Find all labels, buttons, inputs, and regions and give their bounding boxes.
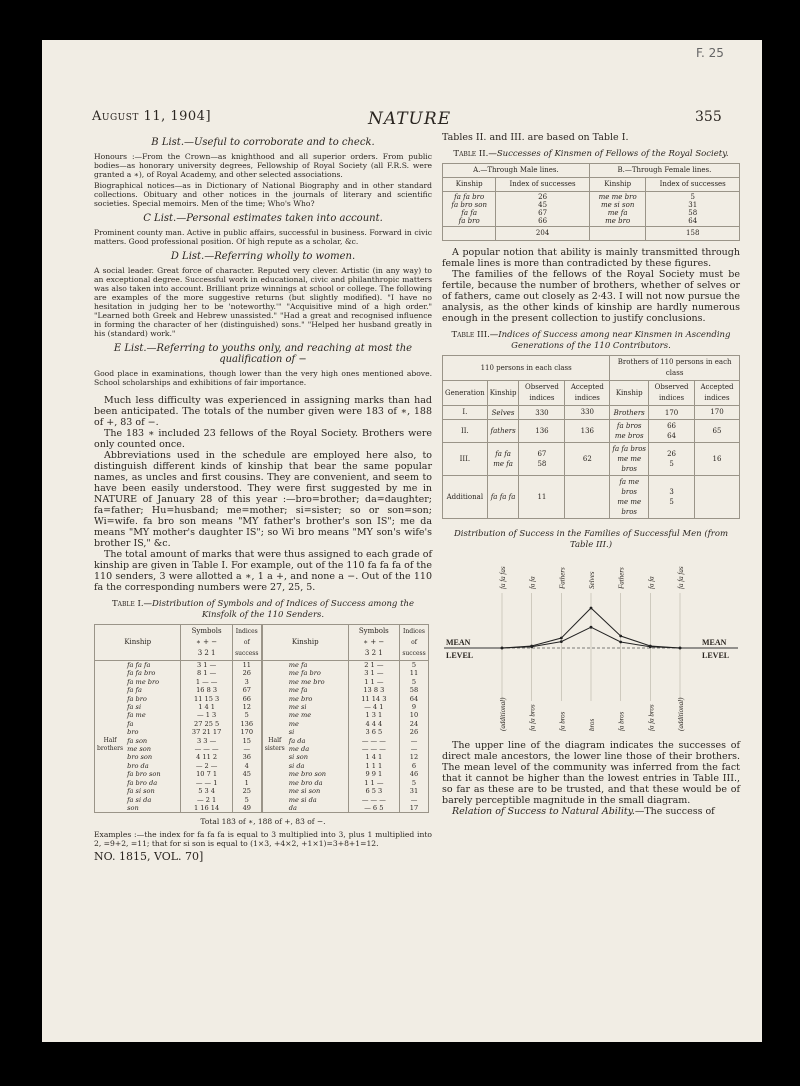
t2-group-a: A.—Through Male lines. xyxy=(443,164,590,178)
t3-part: 11 xyxy=(537,493,547,501)
t1-symbols: 27 25 5 xyxy=(181,720,232,728)
t1-index: — xyxy=(232,745,262,753)
right-intro: Tables II. and III. are based on Table I. xyxy=(442,132,629,143)
t1-symbols: — 2 — xyxy=(181,762,232,770)
t1-symbols: — — — xyxy=(348,737,399,745)
right-column xyxy=(442,132,740,817)
table-row xyxy=(95,779,429,787)
t1-kinship: me fa xyxy=(288,661,308,669)
pencil-annotation: F. 25 xyxy=(696,46,724,60)
t1-kinship: me son xyxy=(127,745,151,754)
c-list-item: Prominent county man. Active in public affairs, successful in business. Forward in civic matters. Good professional position. Of high repute as a scholar, &c. xyxy=(94,228,432,246)
t1-index: 26 xyxy=(400,728,429,736)
t1-symbols: — — — xyxy=(181,745,232,753)
t1-kinship: me xyxy=(288,719,299,728)
t3-group-a: 110 persons in each class xyxy=(443,356,610,381)
table-row xyxy=(95,737,429,745)
body-paragraph-last: Relation of Success to Natural Ability.—The success of xyxy=(452,806,715,817)
t3-part: 5 xyxy=(669,460,674,468)
t1-index: — xyxy=(400,745,429,753)
t1-symbols: 1 4 1 xyxy=(181,703,232,711)
t1-kinship: si xyxy=(288,728,295,737)
t2-group-b: B.—Through Female lines. xyxy=(589,164,739,178)
t3-part: fa fa fa xyxy=(490,493,516,501)
t1-index: 9 xyxy=(400,703,429,711)
upper-line-point xyxy=(619,635,622,638)
t1-kinship: fa bro xyxy=(127,694,147,703)
t2-a-kinships: fa fa bro fa bro son fa fa fa bro xyxy=(443,192,496,227)
table-row xyxy=(95,686,429,694)
table-row xyxy=(95,753,429,761)
body-paragraph: The 183 ∗ included 23 fellows of the Royal Society. Brothers were only counted once. xyxy=(94,428,432,450)
header-date: August 11, 1904] xyxy=(92,109,212,124)
t3-part: 26 xyxy=(667,450,676,458)
t1-index: 46 xyxy=(400,770,429,778)
t1-symbols: 1 3 1 xyxy=(348,711,399,719)
t1-symbols: 5 3 4 xyxy=(181,787,232,795)
t1-symbols: 11 14 3 xyxy=(348,695,399,703)
t1-index: 5 xyxy=(400,661,429,670)
t1-symbols: — — — xyxy=(348,745,399,753)
t1-symbols: 1 — — xyxy=(181,678,232,686)
body-paragraph: Much less difficulty was experienced in assigning marks than had been anticipated. The totals of the number given were 183 of ∗, 188 of +, 83 of −. xyxy=(94,395,432,428)
t3-bacc: 16 xyxy=(694,443,739,476)
bottom-label: (additional) xyxy=(677,697,685,731)
table-row xyxy=(443,476,740,519)
t3-part: fathers xyxy=(490,427,516,435)
t3-part: 170 xyxy=(664,408,679,417)
t1-indices-head: Indices of success xyxy=(400,625,429,661)
t1-index: 36 xyxy=(232,753,262,761)
t1-index: 12 xyxy=(232,703,262,711)
t3-part: 136 xyxy=(535,427,549,435)
t3-acc: 136 xyxy=(565,420,610,443)
b-list-item: Biographical notices—as in Dictionary of National Biography and in other standard collections. Obituary and other notices in the journals of literary and scientific societies. Special memoirs. Men of the time; Who's Who? xyxy=(94,181,432,208)
t1-symbols: 1 4 1 xyxy=(348,753,399,761)
t3-part: Selves xyxy=(491,408,515,417)
t1-kinship: son xyxy=(127,803,139,812)
t3-gen: III. xyxy=(443,443,488,476)
t1-kinship: me fa bro xyxy=(288,669,321,678)
t1-index: 5 xyxy=(400,678,429,686)
top-label: fa fa xyxy=(528,576,537,589)
body-paragraph: The families of the fellows of the Royal Society must be fertile, because the number of brothers, whether of selves or of fathers, came out closely as 2·43. I will not now pursue the analysis, as the other kinds of kinship are hardly numerous enough in the present collection to justify conclusions. xyxy=(442,269,740,324)
t1-symbols: — 6 5 xyxy=(348,804,399,813)
t3-bacc: 65 xyxy=(694,420,739,443)
t3-bacc xyxy=(694,476,739,519)
table-row xyxy=(95,661,429,670)
t1-symbols: 13 8 3 xyxy=(348,686,399,694)
t3-part: fa me bros xyxy=(619,478,640,496)
lower-line-point xyxy=(619,641,622,644)
top-label: fa fa xyxy=(647,576,656,589)
t1-symbols: — — 1 xyxy=(181,779,232,787)
body-paragraph: The total amount of marks that were thus assigned to each grade of kinship are given in Table I. For example, out of the 110 fa fa fa of the 110 senders, 3 were allotted a ∗, 1 a +, and none a −. Out of the 110 fa the corresponding numbers were 27, 25, 5. xyxy=(94,549,433,593)
lower-line-point xyxy=(649,645,652,648)
t1-index: 3 xyxy=(232,678,262,686)
t1-index: 31 xyxy=(400,787,429,795)
table-row xyxy=(95,796,429,804)
t1-symbols: — 4 1 xyxy=(348,703,399,711)
t1-kinship: fa fa xyxy=(127,686,142,695)
t1-symbols: 3 1 — xyxy=(181,661,232,670)
t3-part: 3 xyxy=(669,488,674,496)
t1-index: 170 xyxy=(232,728,262,736)
t1-half-sisters: Half sisters xyxy=(264,736,285,753)
t3-gen: Additional xyxy=(443,476,488,519)
t1-symbols: 16 8 3 xyxy=(181,686,232,694)
page-sheet xyxy=(42,40,762,1042)
t1-symbols: 1 1 — xyxy=(348,779,399,787)
t1-kinship-head: Kinship xyxy=(95,625,181,661)
table2-caption: Table II.—Successes of Kinsmen of Fellows of the Royal Society. xyxy=(453,149,729,159)
t1-index: 12 xyxy=(400,753,429,761)
t1-symbols: 3 3 — xyxy=(181,737,232,745)
t1-symbols: 6 5 3 xyxy=(348,787,399,795)
table-row xyxy=(95,762,429,770)
t1-kinship: fa si da xyxy=(127,795,152,804)
lower-line-point xyxy=(530,645,533,648)
t3-part: fa fa bros xyxy=(612,445,647,453)
t1-kinship: me da xyxy=(288,745,310,754)
t1-index: 10 xyxy=(400,711,429,719)
e-list-item: Good place in examinations, though lower than the very high ones mentioned above. School scholarships and exhibitions of fair importance. xyxy=(94,369,432,387)
table1 xyxy=(94,624,429,813)
t1-index: 26 xyxy=(232,669,262,677)
upper-line-point xyxy=(590,607,593,610)
table-row xyxy=(95,703,429,711)
t1-symbols: 4 11 2 xyxy=(181,753,232,761)
bottom-label: fa bros xyxy=(617,711,626,731)
success-diagram xyxy=(442,553,740,733)
t1-kinship: me si da xyxy=(288,795,317,804)
t1-kinship: si da xyxy=(288,761,305,770)
table-row xyxy=(95,804,429,813)
t1-kinship: bro xyxy=(127,728,139,737)
table-row xyxy=(95,711,429,719)
t1-kinship: fa son xyxy=(127,736,148,745)
t1-kinship: da xyxy=(288,803,297,812)
t3-acc xyxy=(565,476,610,519)
t3-bacc: 170 xyxy=(694,406,739,420)
lower-line-point xyxy=(590,626,593,629)
t1-symbols: — 1 3 xyxy=(181,711,232,719)
t1-index: 58 xyxy=(400,686,429,694)
t1-kinship: si son xyxy=(288,753,308,762)
t1-index: 67 xyxy=(232,686,262,694)
b-list-item: Honours :—From the Crown—as knighthood and all superior orders. From public bodies—as honorary university degrees, Fellowship of Royal Society (all F.R.S. were granted a ∗), of Royal Academy, and other selected associations. xyxy=(94,152,432,179)
bottom-label: (additional) xyxy=(499,697,507,731)
table3 xyxy=(442,355,740,519)
t1-symbols-head: Symbols ∗ + − 3 2 1 xyxy=(181,625,232,661)
header-journal: NATURE xyxy=(368,109,452,129)
t1-kinship: fa me xyxy=(127,711,146,720)
t1-kinship: me bro son xyxy=(288,770,327,779)
t2-index: Index of successes xyxy=(496,178,590,192)
table-row xyxy=(95,669,429,677)
table-row xyxy=(95,720,429,728)
e-list-title: E List.—Referring to youths only, and reaching at most the qualification of − xyxy=(113,343,413,365)
t3-part: me bros xyxy=(614,432,644,440)
lower-line-point xyxy=(679,647,682,650)
left-column xyxy=(94,132,432,862)
lower-line-point xyxy=(501,647,504,650)
table1-examples: Examples :—the index for fa fa fa is equal to 3 multiplied into 3, plus 1 multiplied into 2, =9+2, =11; that for si son is equal to (1×3, +4×2, +1×1)=3+8+1=12. xyxy=(94,830,432,849)
t1-index: 5 xyxy=(400,779,429,787)
header-page-number: 355 xyxy=(695,109,722,125)
t1-half-brothers: Half brothers xyxy=(97,736,124,753)
t1-indices-head: Indices of success xyxy=(232,625,262,661)
t1-index: 11 xyxy=(232,661,262,670)
t3-part: me me bros xyxy=(617,455,642,473)
t1-kinship: fa fa fa xyxy=(127,661,151,669)
table-row xyxy=(443,420,740,443)
t3-part: 66 xyxy=(667,422,676,430)
t3-part: me me bros xyxy=(617,498,642,516)
t3-kinship: Kinship xyxy=(487,381,519,406)
t3-group-b: Brothers of 110 persons in each class xyxy=(610,356,740,381)
t1-symbols: — — — xyxy=(348,796,399,804)
t3-gen: I. xyxy=(443,406,488,420)
t1-index: 15 xyxy=(232,737,262,745)
table-row xyxy=(95,695,429,703)
bottom-label: fa fa bros xyxy=(528,704,537,731)
top-label: Fathers xyxy=(558,567,567,589)
t1-symbols: 37 21 17 xyxy=(181,728,232,736)
t1-index: 1 xyxy=(232,779,262,787)
table-row xyxy=(95,745,429,753)
t1-index: — xyxy=(400,796,429,804)
table1-caption: Table I.—Distribution of Symbols and of Indices of Success among the Kinsfolk of the 110 Senders. xyxy=(112,599,414,620)
t3-part: 330 xyxy=(535,408,549,417)
t1-kinship: me si son xyxy=(288,787,321,796)
table3-caption: Table III.—Indices of Success among near Kinsmen in Ascending Generations of the 110 Contributors. xyxy=(451,330,731,351)
t3-part: fa fa xyxy=(495,450,511,458)
t2-index: Index of successes xyxy=(646,178,740,192)
table3-body xyxy=(443,406,740,519)
t1-index: 64 xyxy=(400,695,429,703)
bottom-label: fa fa bros xyxy=(647,704,656,731)
table-row xyxy=(95,728,429,736)
t1-index: 136 xyxy=(232,720,262,728)
table1-body xyxy=(95,661,429,813)
t1-symbols: 1 1 1 xyxy=(348,762,399,770)
diagram-caption: Distribution of Success in the Families of Successful Men (from Table III.) xyxy=(453,529,729,550)
t1-kinship: me si xyxy=(288,703,307,712)
body-paragraph: The upper line of the diagram indicates the successes of direct male ancestors, the lower line those of their brothers. The mean level of the community was inferred from the fact that it cannot be higher than the lowest entries in Table III., so far as these are to be trusted, and that these would be of barely perceptible magnitude in the small diagram. xyxy=(442,740,740,806)
t1-kinship: fa si son xyxy=(127,787,155,796)
t2-kinship: Kinship xyxy=(443,178,496,192)
t2-a-total: 204 xyxy=(496,227,590,241)
c-list-title: C List.—Personal estimates taken into account. xyxy=(143,213,383,224)
t1-kinship: me me xyxy=(288,711,312,720)
t1-index: 5 xyxy=(232,796,262,804)
t1-index: — xyxy=(400,737,429,745)
t2-b-values: 5 31 58 64 xyxy=(646,192,740,227)
t1-symbols: 1 1 — xyxy=(348,678,399,686)
t3-observed: Observed indices xyxy=(519,381,565,406)
mean-label-right: MEAN xyxy=(702,638,727,647)
t2-b-kinships: me me bro me si son me fa me bro xyxy=(589,192,646,227)
t1-index: 17 xyxy=(400,804,429,813)
top-label: Fathers xyxy=(617,567,626,589)
t3-accepted: Accepted indices xyxy=(694,381,739,406)
body-paragraph: Abbreviations used in the schedule are employed here also, to distinguish different kinds of kinship that bear the same popular names, as uncles and first cousins. They are convenient, and seem to have been easily understood. They were first suggested by me in NATURE of January 28 of this year :—bro=brother; da=daughter; fa=father; Hu=husband; me=mother; si=sister; so or son=son; Wi=wife. fa bro son means "MY father's brother's son IS"; me da means "MY mother's daughter IS"; so Wi bro means "MY son's wife's brother IS," &c. xyxy=(94,450,432,549)
t1-index: 6 xyxy=(400,762,429,770)
table-row xyxy=(95,770,429,778)
table1-total: Total 183 of ∗, 188 of +, 83 of −. xyxy=(200,817,326,827)
t1-symbols: 3 6 5 xyxy=(348,728,399,736)
bottom-label: fa bros xyxy=(558,711,567,731)
t1-index: 4 xyxy=(232,762,262,770)
t1-symbols-head: Symbols ∗ + − 3 2 1 xyxy=(348,625,399,661)
t3-part: Brothers xyxy=(613,408,645,417)
t3-kinship: Kinship xyxy=(610,381,649,406)
b-list-title: B List.—Useful to corroborate and to check. xyxy=(151,137,375,148)
t3-part: me fa xyxy=(493,460,513,468)
t1-kinship: fa xyxy=(127,719,134,728)
t2-b-total: 158 xyxy=(646,227,740,241)
t1-kinship: me me bro xyxy=(288,677,325,686)
t2-a-values: 26 45 67 66 xyxy=(496,192,590,227)
t1-index: 49 xyxy=(232,804,262,813)
level-label-right: LEVEL xyxy=(702,651,730,660)
footer-volume: NO. 1815, VOL. 70] xyxy=(94,850,204,864)
t1-index: 11 xyxy=(400,669,429,677)
t1-index: 45 xyxy=(232,770,262,778)
table-row xyxy=(95,787,429,795)
t1-symbols: 10 7 1 xyxy=(181,770,232,778)
t3-part: 58 xyxy=(537,460,547,468)
t1-kinship-head: Kinship xyxy=(262,625,348,661)
table-row xyxy=(443,406,740,420)
t3-gen: II. xyxy=(443,420,488,443)
top-label: fa fa fas xyxy=(677,566,685,589)
t1-symbols: 4 4 4 xyxy=(348,720,399,728)
t3-part: 67 xyxy=(537,450,547,458)
t1-symbols: 9 9 1 xyxy=(348,770,399,778)
upper-line-point xyxy=(560,637,563,640)
t1-kinship: fa da xyxy=(288,736,306,745)
t3-generation: Generation xyxy=(443,381,488,406)
top-label: fa fa fas xyxy=(499,566,507,589)
t1-kinship: fa bro son xyxy=(127,770,161,779)
t1-kinship: me bro xyxy=(288,694,313,703)
t1-symbols: 11 15 3 xyxy=(181,695,232,703)
body-paragraph: A popular notion that ability is mainly transmitted through female lines is more than contradicted by these figures. xyxy=(442,247,740,269)
t1-symbols: 2 1 — xyxy=(348,661,399,670)
t3-part: 64 xyxy=(667,432,676,440)
d-list-title: D List.—Referring wholly to women. xyxy=(170,251,356,262)
t1-index: 25 xyxy=(232,787,262,795)
d-list-item: A social leader. Great force of character. Reputed very clever. Artistic (in any way) to an exceptional degree. Successful work in educational, civic and philanthropic matters was also taken into account. Brilliant prize winnings at school or college. The following are examples of the more suggestive returns (but slightly modified). "I have no hesitation in judging her to be 'noteworthy.'" "Acquisitive mind of a high order." "Learned both Greek and Hebrew unassisted." "Had a great and recognised influence in forming the character of her (distinguished) sons." "Helped her husband greatly in his (standard) work." xyxy=(94,266,432,338)
t1-kinship: fa bro da xyxy=(127,778,158,787)
t3-acc: 62 xyxy=(565,443,610,476)
t1-kinship: bro son xyxy=(127,753,153,762)
t1-kinship: fa me bro xyxy=(127,677,160,686)
t1-kinship: bro da xyxy=(127,761,149,770)
lower-line-point xyxy=(560,640,563,643)
level-label-left: LEVEL xyxy=(446,651,474,660)
mean-label-left: MEAN xyxy=(446,638,471,647)
t1-kinship: fa fa bro xyxy=(127,669,156,678)
top-label: Selves xyxy=(588,571,596,589)
table2 xyxy=(442,163,740,241)
t1-symbols: — 2 1 xyxy=(181,796,232,804)
bottom-label: bros xyxy=(588,718,596,731)
table-row xyxy=(443,443,740,476)
t3-accepted: Accepted indices xyxy=(565,381,610,406)
t1-symbols: 3 1 — xyxy=(348,669,399,677)
t3-observed: Observed indices xyxy=(649,381,695,406)
t3-part: fa bros xyxy=(616,422,642,430)
t1-index: 5 xyxy=(232,711,262,719)
t3-part: 5 xyxy=(669,498,674,506)
t1-symbols: 1 16 14 xyxy=(181,804,232,813)
t1-index: 24 xyxy=(400,720,429,728)
t1-kinship: me fa xyxy=(288,686,308,695)
table-row xyxy=(95,678,429,686)
t1-index: 66 xyxy=(232,695,262,703)
t1-kinship: me bro da xyxy=(288,778,323,787)
t1-kinship: fa si xyxy=(127,703,142,712)
t2-kinship: Kinship xyxy=(589,178,646,192)
t1-symbols: 8 1 — xyxy=(181,669,232,677)
t3-acc: 330 xyxy=(565,406,610,420)
